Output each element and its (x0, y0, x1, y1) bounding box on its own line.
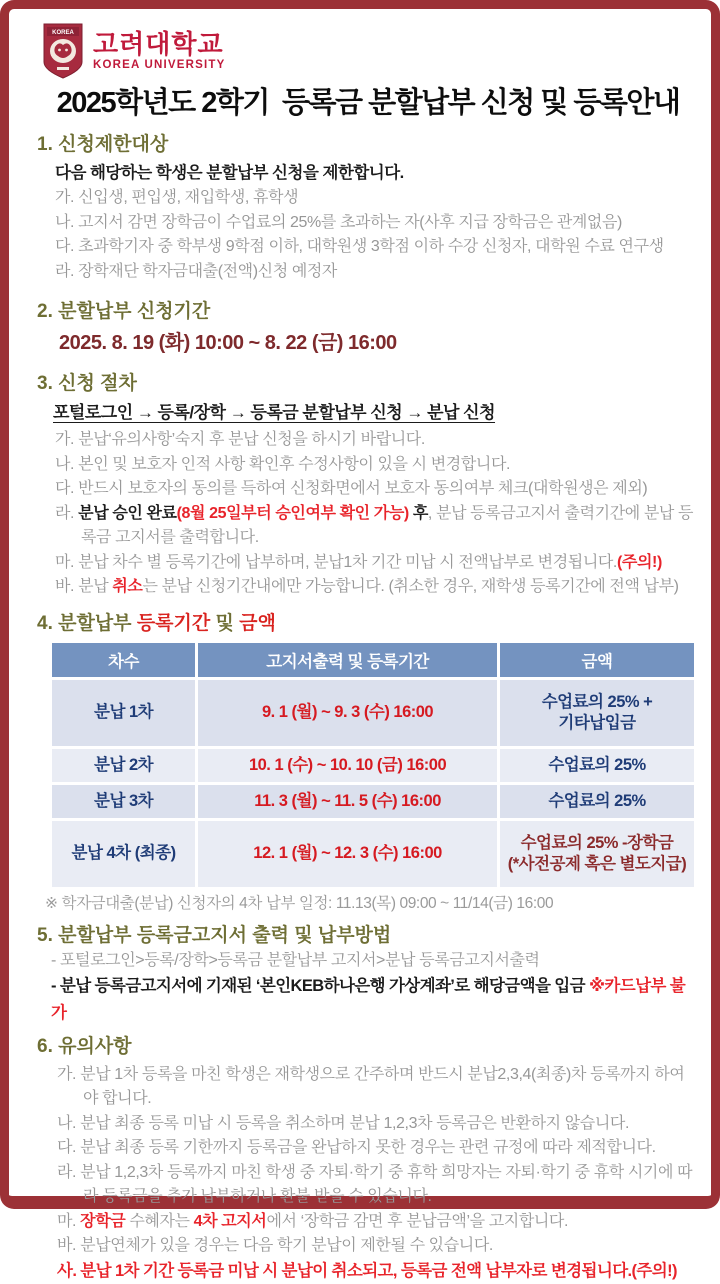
table-row (52, 680, 694, 746)
section1-item-da: 다. 초과학기자 중 학부생 9학점 이하, 대학원생 3학점 이하 수강 신청자, 대학원 수료 연구생 (55, 238, 664, 255)
amount-line2: 기타납입금 (558, 713, 636, 732)
amount-line1: 수업료의 25% + (541, 692, 653, 711)
section4-heading-red1: 등록기간 (136, 612, 211, 634)
section5-item2 (51, 973, 699, 1027)
amount-cell: 수업료의 25% (500, 749, 694, 782)
section1-item-ga: 가. 신입생, 편입생, 재입학생, 휴학생 (55, 189, 299, 206)
installment-schedule-table (49, 640, 697, 890)
payment-account-text: - 분납 등록금고지서에 기재된 ‘본인KEB하나은행 가상계좌’로 해당금액을 입금 (51, 976, 589, 995)
amount-cell (500, 821, 694, 887)
item-ma-warning: (주의!) (616, 553, 662, 571)
period-cell: 9. 1 (월) ~ 9. 3 (수) 16:00 (198, 680, 497, 746)
loan-payment-note: ※ 학자금대출(분납) 신청자의 4차 납부 일정: 11.13(목) 09:00 ~ 11/14(금) 16:00 (45, 894, 554, 912)
section3-item-ga: 가. 분납‘유의사항’숙지 후 분납 신청을 하시기 바랍니다. (55, 431, 425, 448)
col-header-period: 고지서출력 및 등록기간 (198, 643, 497, 677)
section1-item-ra: 라. 장학재단 학자금대출(전액)신청 예정자 (55, 262, 337, 280)
item-ra-prefix: 라. (55, 504, 79, 522)
period-cell: 10. 1 (수) ~ 10. 10 (금) 16:00 (198, 749, 497, 782)
section3-item-ma (55, 551, 699, 576)
item-ra-bold2: 후 (408, 504, 428, 522)
section2-heading: 2. 분할납부 신청기간 (37, 301, 211, 322)
item-ba-gray1: 바. 분납 (55, 578, 113, 595)
section3-heading: 3. 신청 절차 (37, 373, 137, 394)
amount-line1: 수업료의 25% -장학금 (520, 833, 674, 852)
table-row (52, 749, 694, 782)
university-name-english: KOREA UNIVERSITY (93, 59, 226, 71)
section4-heading-red2: 금액 (239, 612, 276, 634)
round-cell: 분납 2차 (52, 749, 195, 782)
item-ma-prefix: 마. (57, 1212, 81, 1230)
section4-heading (37, 612, 699, 636)
item-ma-gray: 마. 분납 차수 별 등록기간에 납부하며, 분납1차 기간 미납 시 전액납부로 변경됩니다. (55, 553, 617, 571)
korea-university-shield-icon (43, 23, 83, 79)
table-header-row (52, 643, 694, 677)
section3-item-ra (55, 502, 699, 551)
section6-item-ra: 라. 분납 1,2,3차 등록까지 마친 학생 중 자퇴·학기 중 휴학 희망자는 자퇴·학기 중 휴학 시기에 따라 등록금을 추가 납부하거나 환불 받을 수 있습니다. (57, 1163, 693, 1205)
round-cell: 분납 4차 (최종) (52, 821, 195, 887)
section6-item-da: 다. 분납 최종 등록 기한까지 등록금을 완납하지 못한 경우는 관련 규정에 따라 제적합니다. (57, 1139, 656, 1156)
application-period: 2025. 8. 19 (화) 10:00 ~ 8. 22 (금) 16:00 (59, 332, 397, 354)
item-ba-gray2: 는 분납 신청기간내에만 가능합니다. (취소한 경우, 재학생 등록기간에 전액 납부) (142, 578, 679, 595)
section6-heading: 6. 유의사항 (37, 1035, 132, 1057)
amount-cell: 수업료의 25% (500, 785, 694, 818)
section4-heading-olive1: 4. 분할납부 (37, 612, 137, 634)
amount-line2: (*사전공제 혹은 별도지급) (507, 854, 687, 873)
university-logo (43, 23, 699, 79)
section5-item1: - 포털로그인>등록/장학>등록금 분할납부 고지서>분납 등록금고지서출력 (51, 951, 540, 969)
round-cell: 분납 3차 (52, 785, 195, 818)
period-cell: 11. 3 (월) ~ 11. 5 (수) 16:00 (198, 785, 497, 818)
section6-item-ba: 바. 분납연체가 있을 경우는 다음 학기 분납이 제한될 수 있습니다. (57, 1237, 493, 1254)
item-ba-cancel: 취소 (112, 578, 143, 595)
table-row (52, 821, 694, 887)
col-header-amount: 금액 (500, 643, 694, 677)
section5-heading: 5. 분할납부 등록금고지서 출력 및 납부방법 (37, 924, 392, 946)
table-row (52, 785, 694, 818)
item-ra-bold1: 분납 승인 완료 (78, 504, 177, 522)
amount-cell (500, 680, 694, 746)
fourth-bill-red: 4차 고지서 (193, 1212, 267, 1230)
item-ma-gray1: 수혜자는 (125, 1212, 194, 1230)
section1-intro: 다음 해당하는 학생은 분할납부 신청을 제한합니다. (55, 164, 404, 182)
round-cell: 분납 1차 (52, 680, 195, 746)
university-wordmark (93, 30, 226, 72)
university-name-korean: 고려대학교 (93, 29, 224, 59)
item-ra-red: (8월 25일부터 승인여부 확인 가능) (176, 504, 409, 522)
svg-text:KOREA: KOREA (52, 30, 74, 36)
section3-item-ba (55, 575, 699, 600)
section4-heading-olive2: 및 (210, 612, 240, 634)
section1-item-na: 나. 고지서 감면 장학금이 수업료의 25%를 초과하는 자(사후 지급 장학금은 관계없음) (55, 213, 622, 231)
section6-item-ga: 가. 분납 1차 등록을 마친 학생은 재학생으로 간주하며 반드시 분납2,3,4(최종)차 등록까지 하여야 합니다. (57, 1065, 685, 1107)
no-card-payment-warning: ※카드납부 불가 (51, 976, 686, 1022)
section3-item-da: 다. 반드시 보호자의 동의를 득하여 신청화면에서 보호자 동의여부 체크(대학원생은 제외) (55, 480, 648, 497)
section6-item-sa: 사. 분납 1차 기간 등록금 미납 시 분납이 취소되고, 등록금 전액 납부자로 변경됩니다.(주의!) (57, 1261, 677, 1280)
col-header-round: 차수 (52, 643, 195, 677)
section6-item-ma (57, 1210, 699, 1235)
item-ma-gray2: 에서 ‘장학금 감면 후 분납금액’을 고지합니다. (266, 1212, 569, 1230)
section1-heading: 1. 신청제한대상 (37, 134, 169, 155)
portal-navigation-path: 포털로그인 → 등록/장학 → 등록금 분할납부 신청 → 분납 신청 (53, 403, 496, 422)
period-cell: 12. 1 (월) ~ 12. 3 (수) 16:00 (198, 821, 497, 887)
page-title: 2025학년도 2학기 등록금 분할납부 신청 및 등록안내 (56, 87, 680, 119)
item-ra-rest: , 분납 등록금고지서 출력기간에 분납 등록금 고지서를 출력합니다. (81, 504, 694, 546)
section3-item-na: 나. 본인 및 보호자 인적 사항 확인후 수정사항이 있을 시 변경합니다. (55, 455, 511, 473)
scholarship-red: 장학금 (80, 1212, 126, 1230)
section6-item-na: 나. 분납 최종 등록 미납 시 등록을 취소하며 분납 1,2,3차 등록금은 반환하지 않습니다. (57, 1114, 630, 1132)
